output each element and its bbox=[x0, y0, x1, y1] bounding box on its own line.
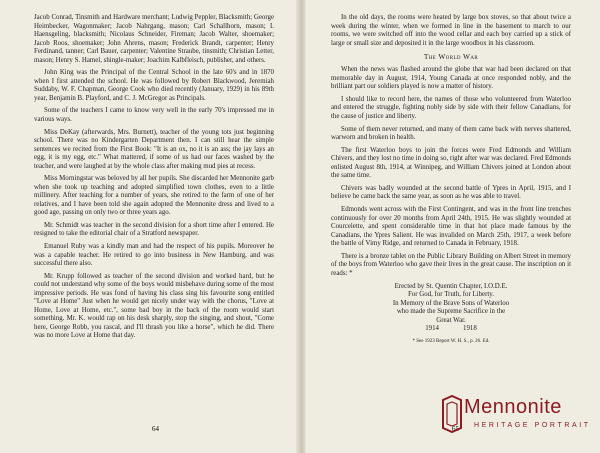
left-page-number: 64 bbox=[152, 425, 159, 433]
left-paragraph: Some of the teachers I came to know very well in the early 70's impressed me in various ways. bbox=[34, 107, 274, 123]
left-paragraph: Miss DeKay (afterwards, Mrs. Burnett), teacher of the young tots just beginning school. There was no Kindergarten Department then. I can still hear the simple sentences we recited from the First Book: "It is an ox, no it is an ass; the jay lays an egg, it is my egg, etc." What mattered, if some of us had our faces washed by the teacher, and were laughed at by the whole class after making mud pies at recess. bbox=[34, 128, 274, 170]
section-heading: The World War bbox=[423, 52, 479, 62]
right-paragraph: Chivers was badly wounded at the second battle of Ypres in April, 1915, and I believe he came back the same year, as soon as he was able to travel. bbox=[331, 184, 571, 201]
right-paragraph: I should like to record here, the names of those who volunteered from Waterloo and entered the struggle, fighting nobly side by side with their fellow Canadians, for the cause of justice and liberty. bbox=[331, 95, 571, 120]
inscription-line: In Memory of the Brave Sons of Waterloo bbox=[392, 299, 510, 307]
footnote: * See 1923 Report W. H. S., p. 26. Ed. bbox=[412, 338, 490, 344]
watermark-logo bbox=[440, 386, 600, 453]
right-paragraph: Some of them never returned, and many of them came back with nerves shattered, warworn and broken in health. bbox=[331, 125, 571, 142]
left-paragraph: Jacob Conrad, Tinsmith and Hardware merchant; Ludwig Peppler, Blacksmith; George Heimbecker, Wagonmaker; Jacob Nahrgang, mason; Carl Schallhorn, mason; I. Haensgeling, blacksmith; Nicolaus Schneider, Fireman; Jacob Walter, shoemaker; Jacob Roos, shoemaker; John Ahrens, mason; Frederick Brandt, carpenter; Henry Ferdinand, tanner; Carl Bauer, carpenter; Valentine Straube, tinsmith; Christian Letter, mason; Henry S. Hamel, shingle-maker; Joachim Kalbfleisch, publisher, and others. bbox=[34, 14, 274, 64]
left-paragraph: Emanuel Ruby was a kindly man and had the respect of his pupils. Moreover he was a capable teacher. He retired to go into business in New Hamburg, and was successful there also. bbox=[34, 243, 274, 268]
left-page bbox=[34, 14, 274, 345]
page-gutter bbox=[296, 0, 306, 453]
watermark-name: Mennonite bbox=[464, 396, 562, 418]
right-paragraph: In the old days, the rooms were heated by large box stoves, so that about twice a week during the winter, when we formed in line in the basement to march to our rooms, we were switched off into the wood cellar and each boy carried up a stick of large or small size and deposited it in the large woodbox in his classroom. bbox=[331, 14, 571, 47]
inscription-years bbox=[331, 325, 571, 334]
memorial-inscription bbox=[331, 283, 571, 334]
right-paragraph: The first Waterloo boys to join the forces were Fred Edmonds and William Chivers, and they lost no time in doing so, right after war was declared. Fred Edmonds enlisted August 8th, 1914, at Winnipeg, and William Chivers joined at London about the same time. bbox=[331, 146, 571, 180]
inscription-line: Erected by St. Quentin Chapter, I.O.D.E. bbox=[394, 282, 508, 290]
right-paragraph: There is a bronze tablet on the Public Library Building on Albert Street in memory of the boys from Waterloo who gave their lives in the great cause. The inscription on it reads: * bbox=[331, 252, 571, 277]
left-paragraph: Mr. Krupp followed as teacher of the second division and worked hard, but he could not understand why some of the boys would misbehave during some of the most impressive periods. He was fond of having his class sing his favourite song entitled "Love at Home" Just when he would get nicely under way with the chorus, "Love at Home, Love at Home, etc.", some bad boy in the back of the room would start something. Mr. K. would rap on his desk sharply, stop the singing, and shout, "Come here, George Robb, you rascal, and I'll thrash you like a horse", which he did. There was no more Love at Home that day. bbox=[34, 272, 274, 340]
watermark-tagline: HERITAGE PORTRAIT bbox=[474, 422, 591, 429]
portrait-frame-icon bbox=[440, 394, 464, 434]
inscription-line: Great War. bbox=[436, 316, 466, 324]
inscription-line: who made the Supreme Sacrifice in the bbox=[396, 308, 506, 315]
inscription-line: For God, for Truth, for Liberty. bbox=[407, 291, 495, 298]
left-paragraph: Miss Morningstar was beloved by all her pupils. She discarded her Mennonite garb when she took up teaching and adopted simplified town clothes, even to a little millinery. After teaching for a number of years, she retired to the farm of one of her relatives, and I have been told she again adopted the Mennonite dress and lived to a good age, passing on only two or three years ago. bbox=[34, 175, 274, 217]
right-paragraph: Edmonds went across with the First Contingent, and was in the front line trenches continuously for over 20 months from April 24th, 1915. He was slightly wounded at Courcelette, and spent considerable time in that hot place made famous by the Canadians, the Ypres Salient. He was invalided on March 25th, 1917, a week before the battle of Vimy Ridge, and returned to Canada in February, 1918. bbox=[331, 206, 571, 248]
right-page-number: 65 bbox=[452, 425, 459, 433]
right-page bbox=[331, 14, 571, 344]
year-end: 1918 bbox=[463, 325, 477, 332]
right-paragraph: When the news was flashed around the globe that war had been declared on that memorable day in August, 1914, Young Canada at once responded nobly, and the brilliant part our soldiers played is now a matter of history. bbox=[331, 66, 571, 91]
year-start: 1914 bbox=[425, 325, 439, 332]
left-paragraph: John King was the Principal of the Central School in the late 60's and in 1870 when I first attended the school. He was followed by Robert Blackwood, Jeremiah Suddaby, W. F. Chapman, George Cook who died recently (January, 1929) in his 89th year, Benjamin B. Playford, and C. J. McGregor as Principals. bbox=[34, 69, 274, 102]
left-paragraph: Mr. Schmidt was teacher in the second division for a short time after I entered. He resigned to take the editorial chair of a Stratford newspaper. bbox=[34, 221, 274, 238]
